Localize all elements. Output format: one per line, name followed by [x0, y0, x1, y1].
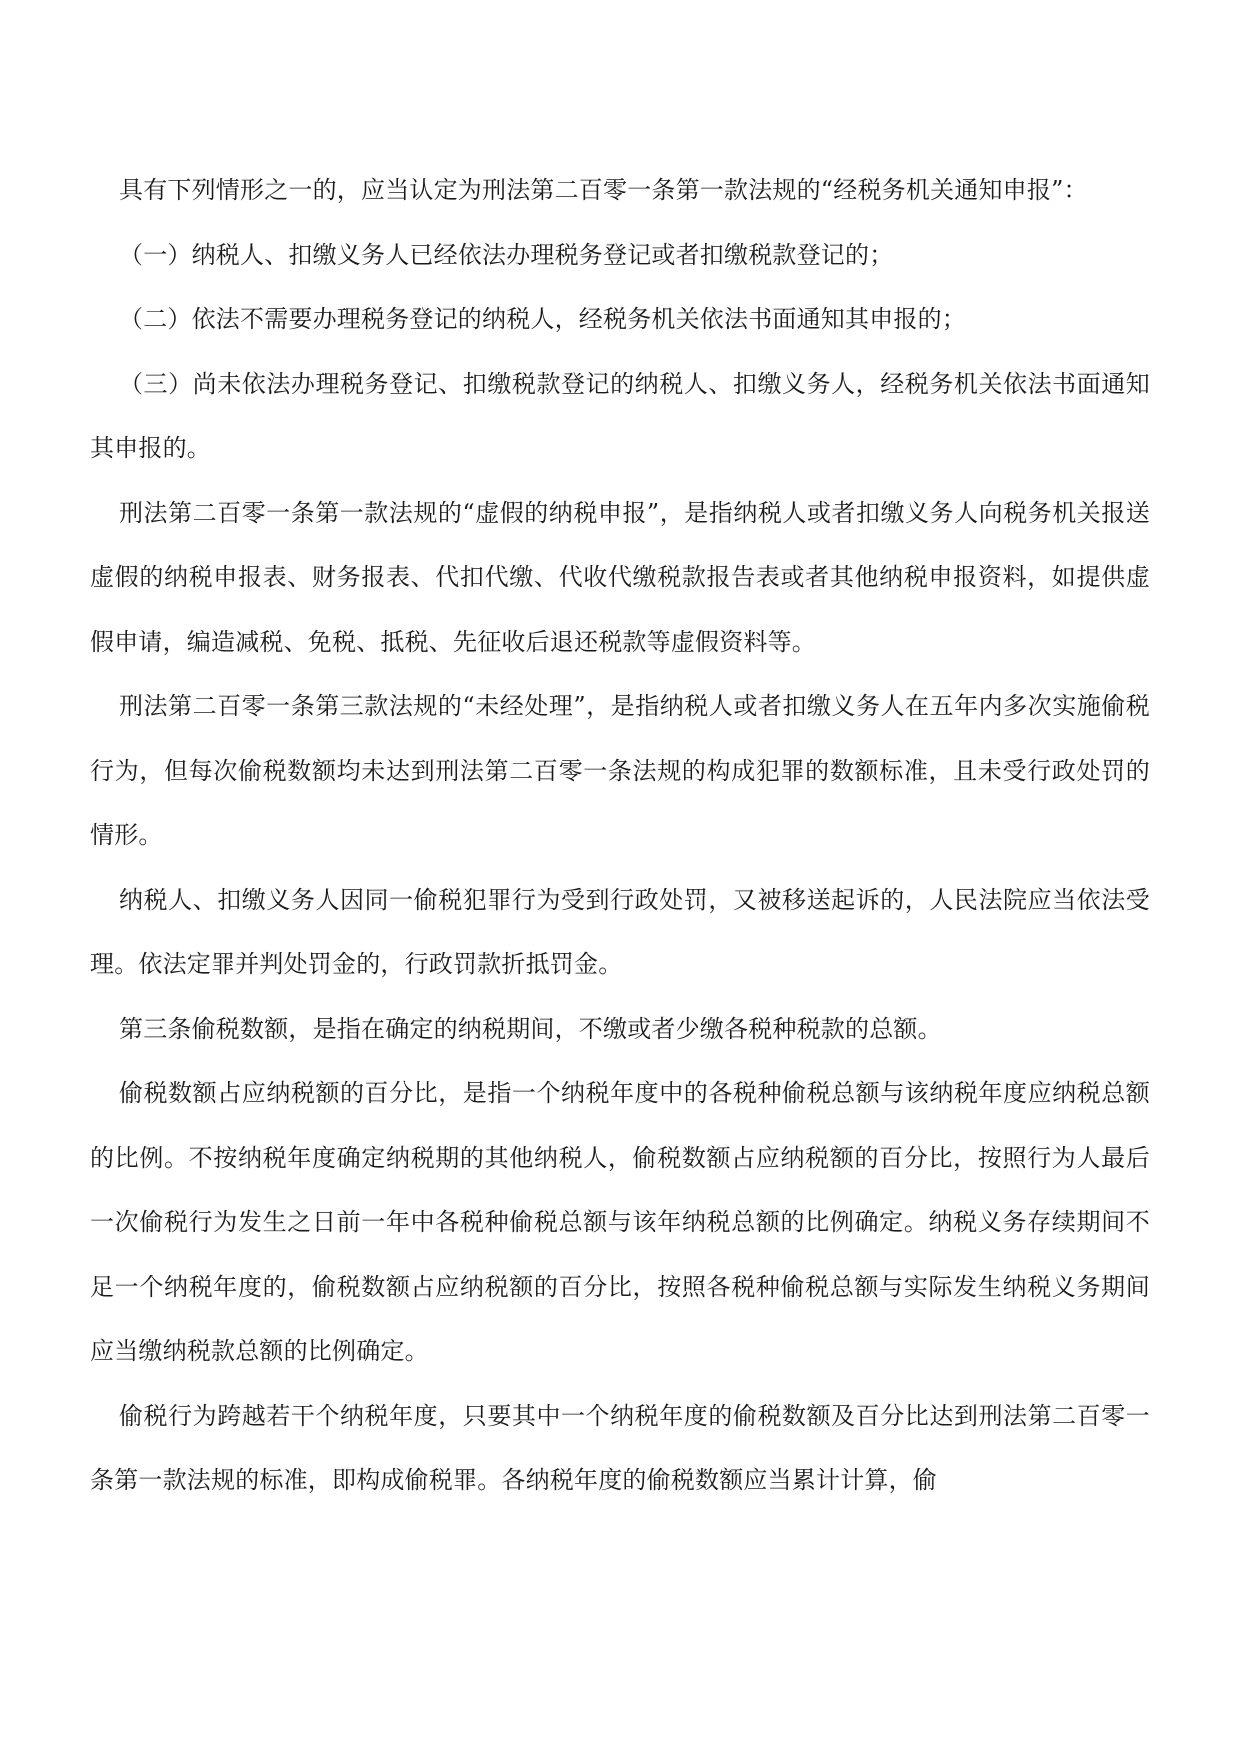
document-body — [90, 158, 1150, 1513]
paragraph-percentage: 偷税数额占应纳税额的百分比，是指一个纳税年度中的各税种偷税总额与该纳税年度应纳税总额的比例。不按纳税年度确定纳税期的其他纳税人，偷税数额占应纳税额的百分比，按照行为人最后一次偷税行为发生之日前一年中各税种偷税总额与该年纳税总额的比例确定。纳税义务存续期间不足一个纳税年度的，偷税数额占应纳税额的百分比，按照各税种偷税总额与实际发生纳税义务期间应当缴纳税款总额的比例确定。 — [90, 1079, 1150, 1365]
paragraph-item-2: （二）依法不需要办理税务登记的纳税人，经税务机关依法书面通知其申报的； — [119, 305, 966, 333]
paragraph-article-3: 第三条偷税数额，是指在确定的纳税期间，不缴或者少缴各税种税款的总额。 — [119, 1014, 942, 1043]
paragraph-not-processed: 刑法第二百零一条第三款法规的“未经处理”，是指纳税人或者扣缴义务人在五年内多次实施偷税行为，但每次偷税数额均未达到刑法第二百零一条法规的构成犯罪的数额标准，且未受行政处罚的情形。 — [90, 692, 1150, 849]
paragraph-multi-year: 偷税行为跨越若干个纳税年度，只要其中一个纳税年度的偷税数额及百分比达到刑法第二百零一条第一款法规的标准，即构成偷税罪。各纳税年度的偷税数额应当累计计算，偷 — [90, 1401, 1150, 1494]
paragraph-item-1: （一）纳税人、扣缴义务人已经依法办理税务登记或者扣缴税款登记的； — [119, 240, 894, 269]
paragraph-notification-definition: 具有下列情形之一的，应当认定为刑法第二百零一条第一款法规的“经税务机关通知申报”： — [119, 176, 1088, 204]
paragraph-item-3: （三）尚未依法办理税务登记、扣缴税款登记的纳税人、扣缴义务人，经税务机关依法书面通知其申报的。 — [90, 369, 1150, 462]
paragraph-false-declaration: 刑法第二百零一条第一款法规的“虚假的纳税申报”，是指纳税人或者扣缴义务人向税务机关报送虚假的纳税申报表、财务报表、代扣代缴、代收代缴税款报告表或者其他纳税申报资料，如提供虚假申请，编造减税、免税、抵税、先征收后退还税款等虚假资料等。 — [90, 498, 1150, 656]
paragraph-administrative-penalty: 纳税人、扣缴义务人因同一偷税犯罪行为受到行政处罚，又被移送起诉的，人民法院应当依法受理。依法定罪并判处罚金的，行政罚款折抵罚金。 — [90, 885, 1150, 978]
